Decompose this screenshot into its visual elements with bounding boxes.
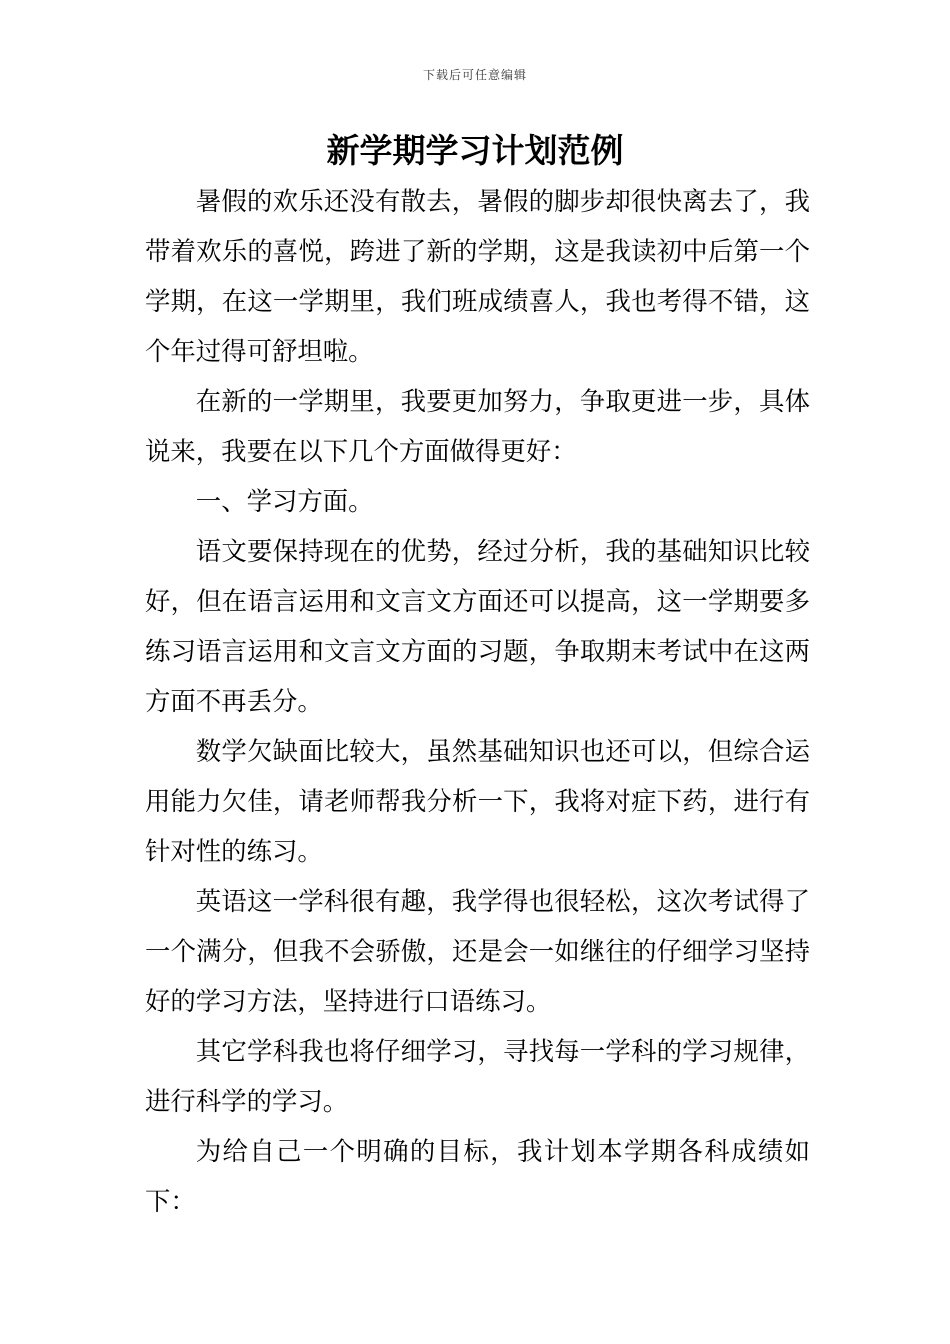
paragraph-plan: 在新的一学期里，我要更加努力，争取更进一步，具体说来，我要在以下几个方面做得更好： bbox=[145, 386, 810, 466]
document-body bbox=[145, 176, 810, 1226]
paragraph-intro: 暑假的欢乐还没有散去，暑假的脚步却很快离去了，我带着欢乐的喜悦，跨进了新的学期，这是我读初中后第一个学期，在这一学期里，我们班成绩喜人，我也考得不错，这个年过得可舒坦啦。 bbox=[145, 186, 810, 366]
document-title: 新学期学习计划范例 bbox=[326, 131, 624, 170]
paragraph-other-subjects: 其它学科我也将仔细学习，寻找每一学科的学习规律，进行科学的学习。 bbox=[145, 1036, 810, 1116]
paragraph-chinese: 语文要保持现在的优势，经过分析，我的基础知识比较好，但在语言运用和文言文方面还可以提高，这一学期要多练习语言运用和文言文方面的习题，争取期末考试中在这两方面不再丢分。 bbox=[145, 536, 810, 716]
paragraph-english: 英语这一学科很有趣，我学得也很轻松，这次考试得了一个满分，但我不会骄傲，还是会一如继往的仔细学习坚持好的学习方法，坚持进行口语练习。 bbox=[145, 886, 810, 1016]
paragraph-goals: 为给自己一个明确的目标，我计划本学期各科成绩如下： bbox=[145, 1136, 810, 1216]
paragraph-math: 数学欠缺面比较大，虽然基础知识也还可以，但综合运用能力欠佳，请老师帮我分析一下，我将对症下药，进行有针对性的练习。 bbox=[145, 736, 810, 866]
section-heading-study: 一、学习方面。 bbox=[195, 486, 374, 516]
header-note: 下载后可任意编辑 bbox=[422, 68, 527, 82]
